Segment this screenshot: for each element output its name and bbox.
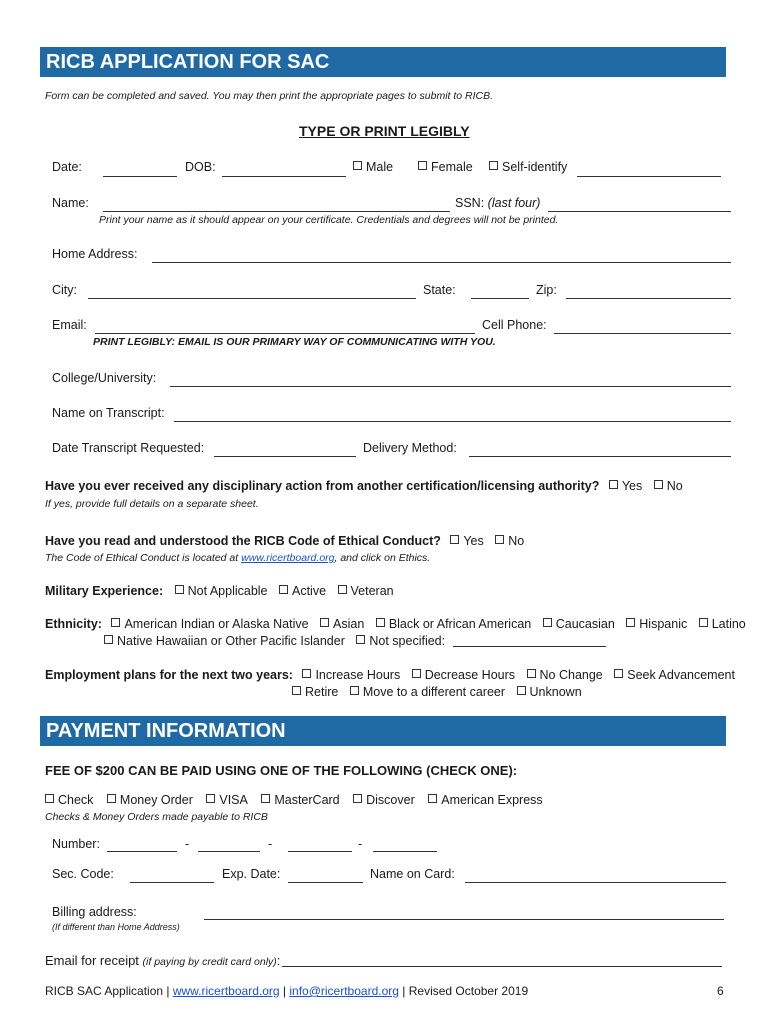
billing-note: (If different than Home Address)	[52, 922, 180, 932]
receipt-email-row: Email for receipt (if paying by credit card only):	[45, 953, 281, 968]
delivery-method-label: Delivery Method:	[363, 441, 457, 455]
checkbox-icon	[279, 585, 288, 594]
payment-money-order-option[interactable]: Money Order	[107, 793, 193, 807]
name-on-card-label: Name on Card:	[370, 867, 455, 881]
form-title-banner	[40, 47, 726, 77]
payment-discover-option[interactable]: Discover	[353, 793, 415, 807]
footer: RICB SAC Application | www.ricertboard.org | info@ricertboard.org | Revised October 2019	[45, 984, 529, 998]
ethics-note: The Code of Ethical Conduct is located at www.ricertboard.org, and click on Ethics.	[45, 552, 431, 564]
checkbox-icon	[206, 794, 215, 803]
checkbox-icon	[338, 585, 347, 594]
payment-amex-option[interactable]: American Express	[428, 793, 542, 807]
delivery-method-field[interactable]	[469, 456, 731, 457]
cell-phone-field[interactable]	[554, 333, 731, 334]
name-note: Print your name as it should appear on your certificate. Credentials and degrees will not be printed.	[99, 214, 559, 226]
self-identify-field[interactable]	[577, 176, 721, 177]
state-field[interactable]	[471, 298, 529, 299]
employment-increase-hours-option[interactable]: Increase Hours	[302, 668, 400, 682]
checkbox-icon	[428, 794, 437, 803]
ethnicity-american-indian-option[interactable]: American Indian or Alaska Native	[111, 617, 308, 631]
payment-visa-option[interactable]: VISA	[206, 793, 248, 807]
card-number-dash-1: -	[185, 837, 190, 851]
ethnicity-asian-option[interactable]: Asian	[320, 617, 364, 631]
checkbox-icon	[527, 669, 536, 678]
employment-row-2	[292, 685, 582, 699]
checkbox-icon	[609, 480, 618, 489]
payment-check-option[interactable]: Check	[45, 793, 93, 807]
ethics-question	[45, 534, 524, 548]
gender-self-identify-option[interactable]: Self-identify	[489, 160, 567, 174]
checkbox-icon	[353, 161, 362, 170]
ethnicity-hispanic-option[interactable]: Hispanic	[626, 617, 687, 631]
state-label: State:	[423, 283, 456, 297]
transcript-name-label: Name on Transcript:	[52, 406, 165, 420]
exp-date-field[interactable]	[288, 882, 363, 883]
ethnicity-not-specified-field[interactable]	[453, 646, 606, 647]
disciplinary-note: If yes, provide full details on a separate sheet.	[45, 498, 259, 510]
form-title: RICB APPLICATION FOR SAC	[46, 51, 330, 73]
name-field[interactable]	[103, 211, 450, 212]
disciplinary-question	[45, 479, 683, 493]
footer-website-link[interactable]: www.ricertboard.org	[172, 984, 280, 998]
disciplinary-no-option[interactable]: No	[654, 479, 683, 493]
transcript-name-field[interactable]	[174, 421, 731, 422]
checkbox-icon	[614, 669, 623, 678]
receipt-email-note: (if paying by credit card only)	[142, 956, 277, 968]
home-address-label: Home Address:	[52, 247, 138, 261]
date-label: Date:	[52, 160, 82, 174]
home-address-field[interactable]	[152, 262, 731, 263]
checkbox-icon	[175, 585, 184, 594]
page-number: 6	[717, 984, 724, 998]
ssn-label: SSN: (last four)	[455, 196, 541, 210]
sec-code-label: Sec. Code:	[52, 867, 114, 881]
transcript-date-field[interactable]	[214, 456, 356, 457]
name-label: Name:	[52, 196, 89, 210]
payment-mastercard-option[interactable]: MasterCard	[261, 793, 339, 807]
checkbox-icon	[111, 618, 120, 627]
checkbox-icon	[489, 161, 498, 170]
ethics-yes-option[interactable]: Yes	[450, 534, 483, 548]
card-number-dash-2: -	[268, 837, 273, 851]
sec-code-field[interactable]	[130, 882, 214, 883]
checkbox-icon	[104, 635, 113, 644]
ssn-note: (last four)	[487, 196, 541, 210]
ssn-field[interactable]	[548, 211, 731, 212]
checkbox-icon	[320, 618, 329, 627]
fee-heading: FEE OF $200 CAN BE PAID USING ONE OF THE FOLLOWING (CHECK ONE):	[45, 763, 518, 778]
employment-label: Employment plans for the next two years:	[45, 668, 293, 682]
employment-decrease-hours-option[interactable]: Decrease Hours	[412, 668, 515, 682]
email-field[interactable]	[95, 333, 475, 334]
ethnicity-row-2	[104, 634, 606, 648]
ethnicity-label: Ethnicity:	[45, 617, 102, 631]
ethnicity-native-hawaiian-option[interactable]: Native Hawaiian or Other Pacific Islander	[104, 634, 345, 648]
employment-seek-advancement-option[interactable]: Seek Advancement	[614, 668, 735, 682]
checkbox-icon	[261, 794, 270, 803]
college-field[interactable]	[170, 386, 731, 387]
receipt-email-label: Email for receipt	[45, 953, 139, 968]
footer-email-link[interactable]: info@ricertboard.org	[289, 984, 399, 998]
city-label: City:	[52, 283, 77, 297]
card-number-field-3[interactable]	[288, 851, 352, 852]
checkbox-icon	[517, 686, 526, 695]
ethics-no-option[interactable]: No	[495, 534, 524, 548]
employment-no-change-option[interactable]: No Change	[527, 668, 603, 682]
payment-methods-row	[45, 793, 543, 807]
checkbox-icon	[302, 669, 311, 678]
military-row	[45, 584, 394, 598]
checkbox-icon	[450, 535, 459, 544]
payment-title: PAYMENT INFORMATION	[46, 720, 286, 742]
military-label: Military Experience:	[45, 584, 164, 598]
checkbox-icon	[543, 618, 552, 627]
disciplinary-text: Have you ever received any disciplinary action from another certification/licensing authority?	[45, 479, 600, 493]
employment-row-1	[45, 668, 735, 682]
college-label: College/University:	[52, 371, 157, 385]
billing-address-label: Billing address:	[52, 905, 137, 919]
email-note: PRINT LEGIBLY: EMAIL IS OUR PRIMARY WAY OF COMMUNICATING WITH YOU.	[93, 336, 496, 348]
checkbox-icon	[412, 669, 421, 678]
employment-retire-option[interactable]: Retire	[292, 685, 338, 699]
gender-female-option[interactable]: Female	[418, 160, 473, 174]
billing-address-field[interactable]	[204, 919, 724, 920]
checkbox-icon	[292, 686, 301, 695]
zip-label: Zip:	[536, 283, 557, 297]
military-not-applicable-option[interactable]: Not Applicable	[175, 584, 268, 598]
name-on-card-field[interactable]	[465, 882, 726, 883]
card-number-field-4[interactable]	[373, 851, 437, 852]
date-field[interactable]	[103, 176, 177, 177]
checkbox-icon	[350, 686, 359, 695]
cell-phone-label: Cell Phone:	[482, 318, 547, 332]
card-number-field-2[interactable]	[198, 851, 260, 852]
checkbox-icon	[45, 794, 54, 803]
checkbox-icon	[376, 618, 385, 627]
city-field[interactable]	[88, 298, 416, 299]
military-veteran-option[interactable]: Veteran	[338, 584, 394, 598]
checkbox-icon	[654, 480, 663, 489]
print-heading: TYPE OR PRINT LEGIBLY	[299, 123, 470, 139]
checkbox-icon	[356, 635, 365, 644]
disciplinary-yes-option[interactable]: Yes	[609, 479, 642, 493]
checkbox-icon	[418, 161, 427, 170]
payment-banner	[40, 716, 726, 746]
transcript-date-label: Date Transcript Requested:	[52, 441, 205, 455]
zip-field[interactable]	[566, 298, 731, 299]
ethnicity-black-option[interactable]: Black or African American	[376, 617, 531, 631]
military-active-option[interactable]: Active	[279, 584, 326, 598]
dob-label: DOB:	[185, 160, 216, 174]
employment-unknown-option[interactable]: Unknown	[517, 685, 582, 699]
checkbox-icon	[495, 535, 504, 544]
form-intro: Form can be completed and saved. You may then print the appropriate pages to submit to RICB.	[45, 90, 494, 102]
checkbox-icon	[699, 618, 708, 627]
card-number-field-1[interactable]	[107, 851, 177, 852]
checkbox-icon	[626, 618, 635, 627]
exp-date-label: Exp. Date:	[222, 867, 281, 881]
receipt-email-field[interactable]	[282, 966, 722, 967]
dob-field[interactable]	[222, 176, 346, 177]
email-label: Email:	[52, 318, 87, 332]
ethnicity-row-1	[45, 617, 746, 631]
checkbox-icon	[107, 794, 116, 803]
ethnicity-latino-option[interactable]: Latino	[699, 617, 746, 631]
gender-male-option[interactable]: Male	[353, 160, 393, 174]
employment-move-career-option[interactable]: Move to a different career	[350, 685, 505, 699]
card-number-dash-3: -	[358, 837, 363, 851]
ethnicity-caucasian-option[interactable]: Caucasian	[543, 617, 615, 631]
ethics-text: Have you read and understood the RICB Code of Ethical Conduct?	[45, 534, 441, 548]
checkbox-icon	[353, 794, 362, 803]
ethics-link[interactable]: www.ricertboard.org	[241, 552, 335, 564]
card-number-label: Number:	[52, 837, 100, 851]
ethnicity-not-specified-option[interactable]: Not specified:	[356, 634, 445, 648]
checks-note: Checks & Money Orders made payable to RICB	[45, 811, 268, 823]
